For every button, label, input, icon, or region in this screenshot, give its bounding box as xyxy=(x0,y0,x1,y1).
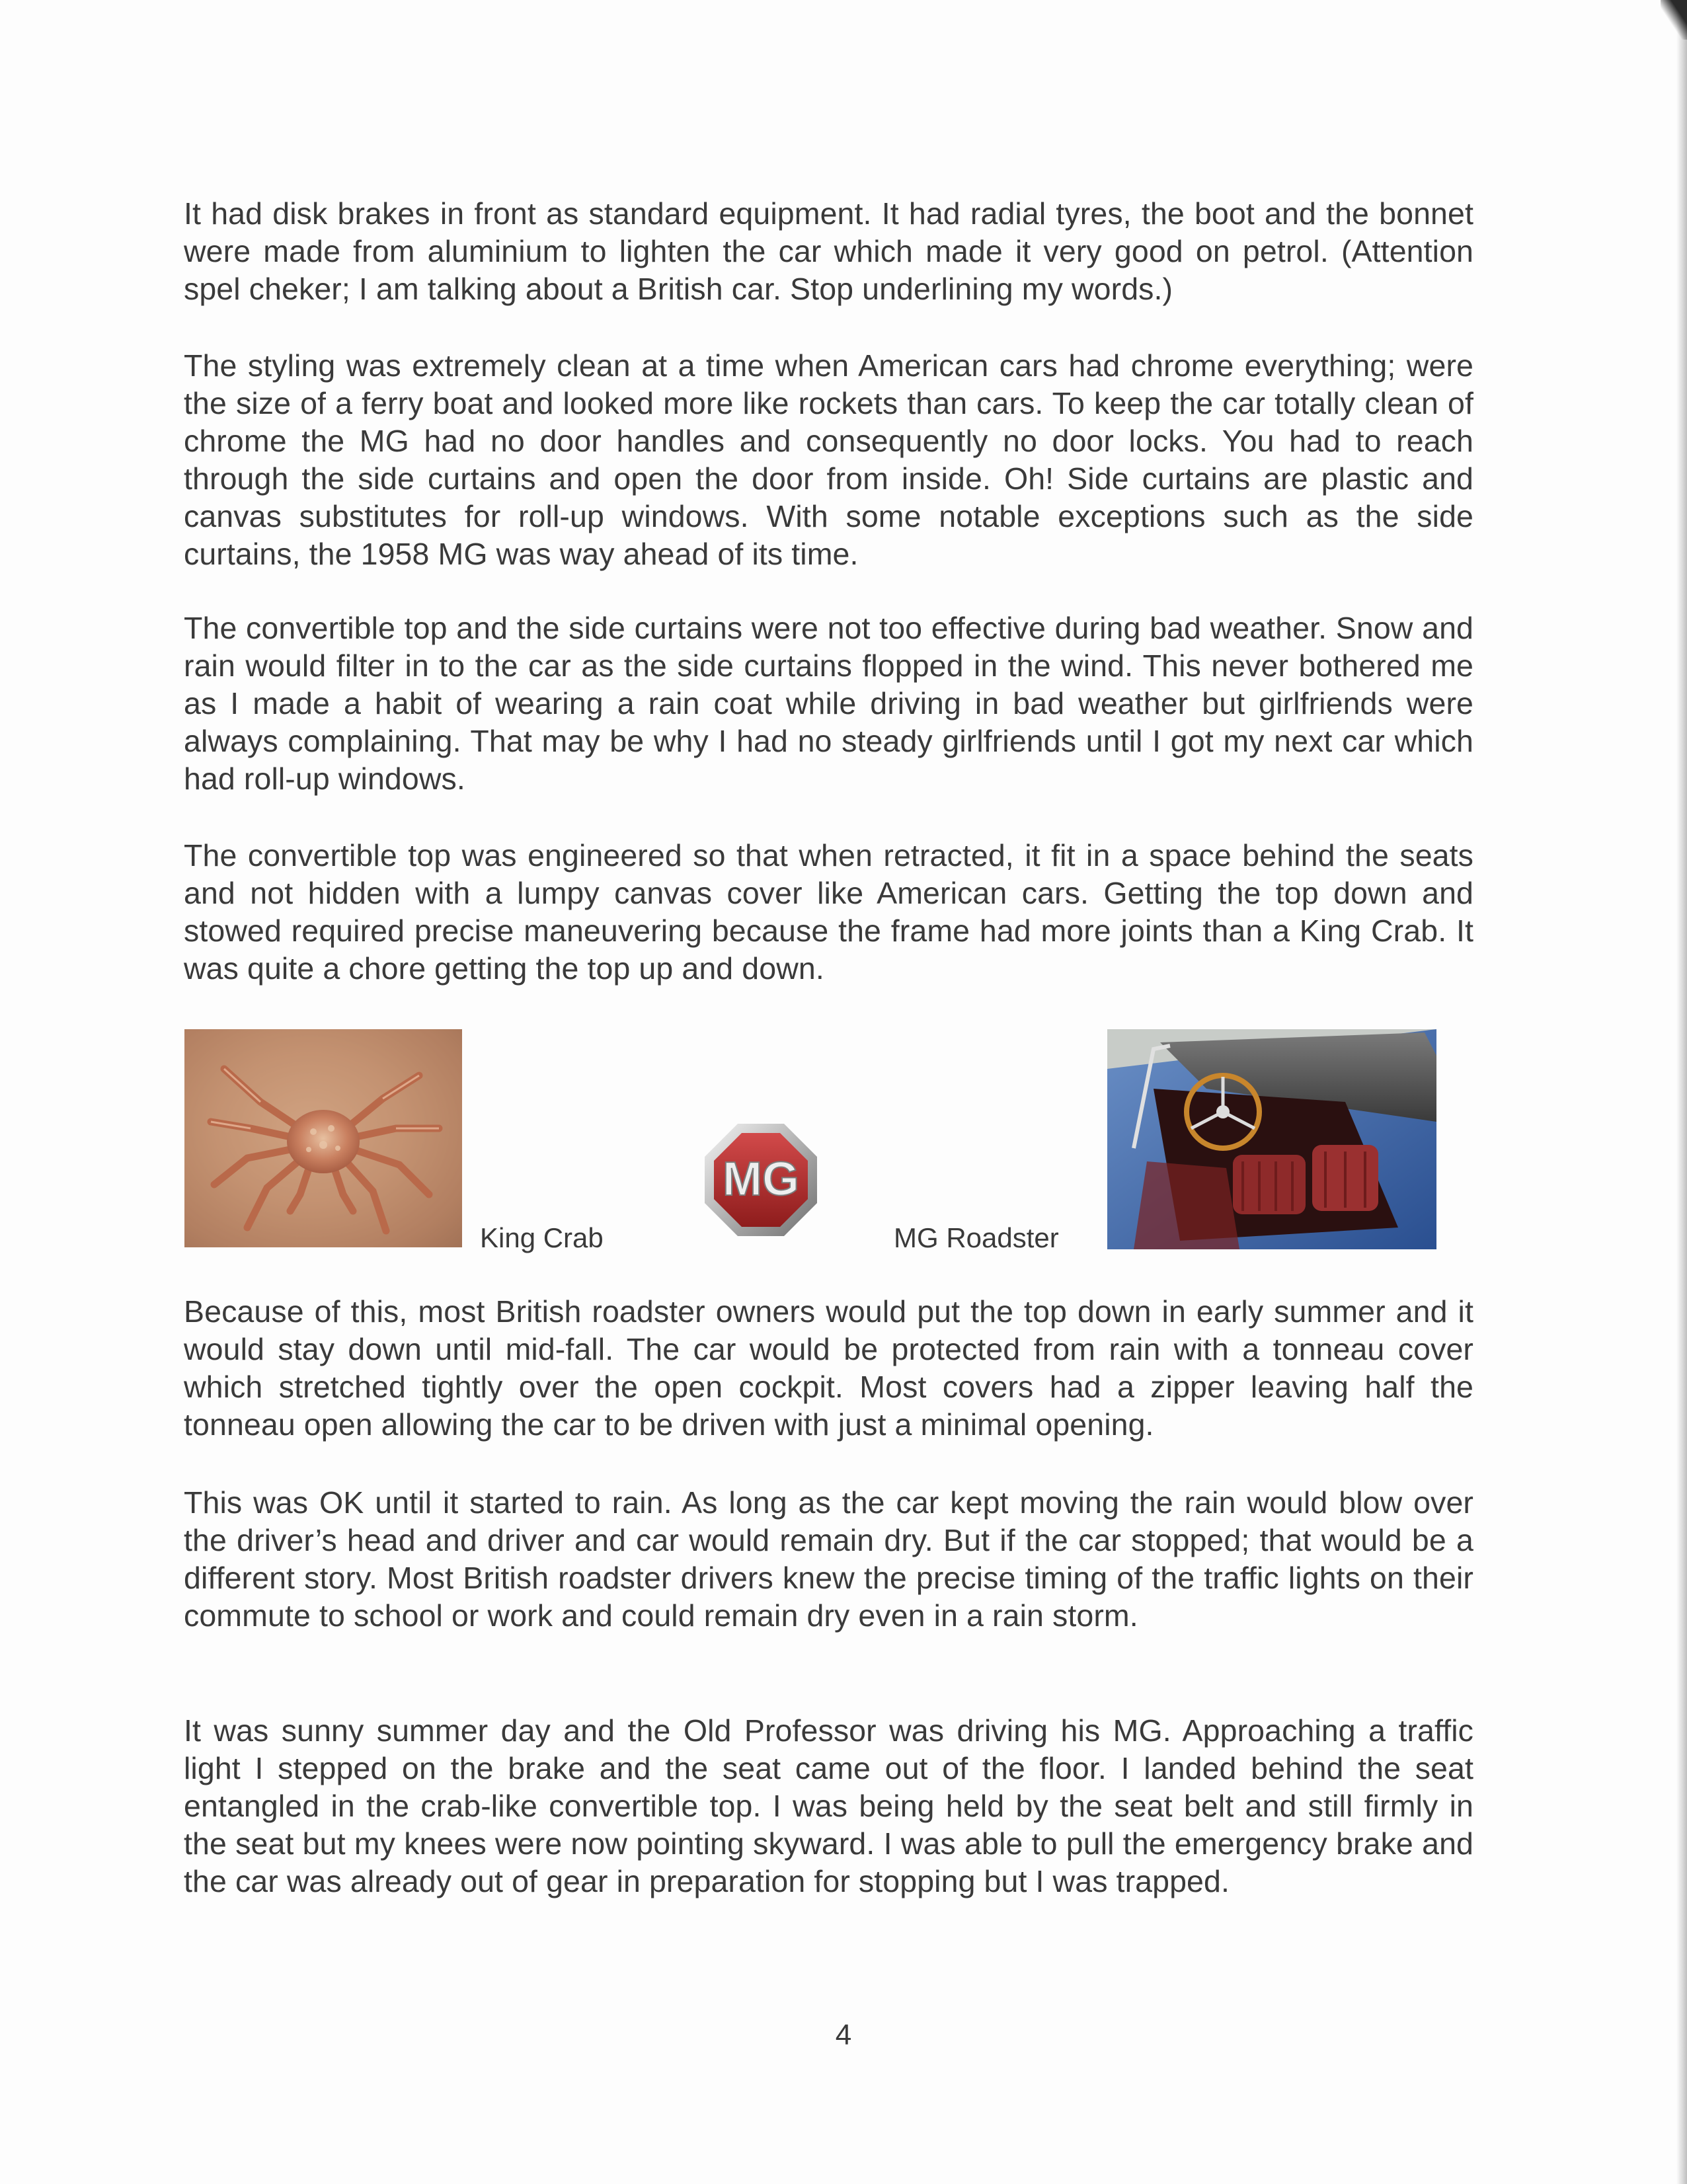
mg-logo xyxy=(699,1118,822,1241)
paragraph-brakes: It had disk brakes in front as standard equipment. It had radial tyres, the boot and the bonnet were made from aluminium to lighten the car which made it very good on petrol. (Attention spel cheker; I am talking about a British car. Stop underlining my words.) xyxy=(184,196,1473,306)
mg-logo-lettering: MG xyxy=(723,1153,799,1206)
paragraph-tonneau: Because of this, most British roadster owners would put the top down in early summer and it would stay down until mid-fall. The car would be protected from rain with a tonneau cover which stretched tightly over the open cockpit. Most covers had a zipper leaving half the tonneau open allowing the car to be driven with just a minimal opening. xyxy=(184,1294,1473,1442)
page-corner-shadow xyxy=(1661,0,1687,40)
paragraph-professor: It was sunny summer day and the Old Professor was driving his MG. Approaching a traffic light I stepped on the brake and the seat came out of the floor. I landed behind the seat entangled in the crab-like convertible top. I was being held by the seat belt and still firmly in the seat but my knees were now pointing skyward. I was able to pull the emergency brake and the car was already out of gear in preparation for stopping but I was trapped. xyxy=(184,1713,1473,1898)
page-number: 4 xyxy=(835,2019,852,2051)
paragraph-convertible-top: The convertible top was engineered so that when retracted, it fit in a space behind the seats and not hidden with a lumpy canvas cover like American cars. Getting the top down and stowed required precise maneuvering because the frame had more joints than a King Crab. It was quite a chore getting the top up and down. xyxy=(184,838,1473,986)
paragraph-weather: The convertible top and the side curtains were not too effective during bad weather. Snow and rain would filter in to the car as the side curtains flopped in the wind. This never bothered me as I made a habit of wearing a rain coat while driving in bad weather but girlfriends were always complaining. That may be why I had no steady girlfriends until I got my next car which had roll-up windows. xyxy=(184,611,1473,796)
mg-roadster-caption: MG Roadster xyxy=(894,1222,1059,1253)
mg-roadster-illustration xyxy=(1107,1029,1436,1249)
mg-roadster-image xyxy=(1107,1029,1436,1249)
mg-octagon-icon xyxy=(699,1118,822,1241)
paragraph-styling: The styling was extremely clean at a time when American cars had chrome everything; were the size of a ferry boat and looked more like rockets than cars. To keep the car totally clean of chrome the MG had no door handles and consequently no door locks. You had to reach through the side curtains and open the door from inside. Oh! Side curtains are plastic and canvas substitutes for roll-up windows. With some notable exceptions such as the side curtains, the 1958 MG was way ahead of its time. xyxy=(184,348,1473,571)
king-crab-image xyxy=(184,1029,462,1247)
page-edge-shadow xyxy=(1676,0,1687,2184)
king-crab-illustration xyxy=(184,1029,462,1247)
king-crab-caption: King Crab xyxy=(480,1222,604,1253)
paragraph-rain: This was OK until it started to rain. As long as the car kept moving the rain would blow over the driver’s head and driver and car would remain dry. But if the car stopped; that would be a different story. Most British roadster drivers knew the precise timing of the traffic lights on their commute to school or work and could remain dry even in a rain storm. xyxy=(184,1485,1473,1633)
